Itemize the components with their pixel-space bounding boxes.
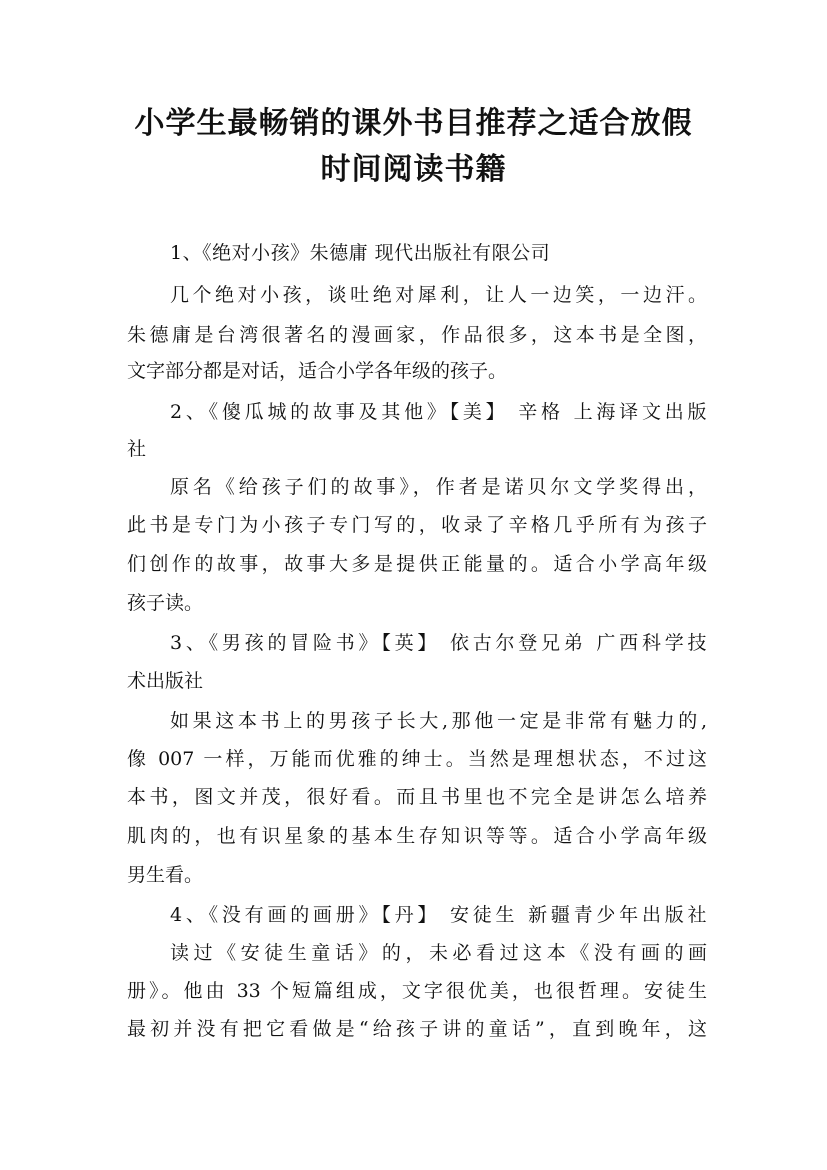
book-2-heading: 2、《傻瓜城的故事及其他》【美】 辛格 上海译文出版 [170, 401, 707, 423]
book-3-description-line: 男生看。 [127, 864, 204, 886]
book-3-description-line: 本书，图文并茂，很好看。而且书里也不完全是讲怎么培养 [127, 786, 707, 808]
book-2-heading-continued: 社 [127, 438, 147, 460]
book-2-description-line: 此书是专门为小孩子专门写的，收录了辛格几乎所有为孩子 [127, 514, 707, 536]
book-4-heading: 4、《没有画的画册》【丹】 安徒生 新疆青少年出版社 [170, 904, 707, 926]
book-3-description-line: 如果这本书上的男孩子长大,那他一定是非常有魅力的, [170, 710, 707, 732]
document-title-line-1: 小学生最畅销的课外书目推荐之适合放假 [134, 106, 693, 141]
document-title-line-2: 时间阅读书籍 [320, 152, 507, 187]
book-1-description-line: 朱德庸是台湾很著名的漫画家，作品很多，这本书是全图， [127, 324, 707, 346]
book-3-heading: 3、《男孩的冒险书》【英】 依古尔登兄弟 广西科学技 [170, 632, 707, 654]
book-1-description-line: 文字部分都是对话，适合小学各年级的孩子。 [127, 360, 508, 382]
book-3-description-line: 像 007 一样，万能而优雅的绅士。当然是理想状态，不过这 [127, 748, 707, 770]
book-1-description-line: 几个绝对小孩，谈吐绝对犀利，让人一边笑，一边汗。 [170, 284, 707, 306]
book-2-description-line: 孩子读。 [127, 592, 204, 614]
book-2-description-line: 原名《给孩子们的故事》，作者是诺贝尔文学奖得出， [170, 476, 707, 498]
book-4-description-line: 读过《安徒生童话》的，未必看过这本《没有画的画 [170, 942, 707, 964]
book-2-description-line: 们创作的故事，故事大多是提供正能量的。适合小学高年级 [127, 553, 707, 575]
book-1-heading: 1、《绝对小孩》朱德庸 现代出版社有限公司 [170, 242, 551, 264]
book-4-description-line: 册》。他由 33 个短篇组成，文字很优美，也很哲理。安徒生 [127, 980, 707, 1002]
book-3-heading-continued: 术出版社 [127, 670, 204, 692]
book-4-description-line: 最初并没有把它看做是“给孩子讲的童话”，直到晚年，这 [127, 1018, 707, 1040]
book-3-description-line: 肌肉的，也有识星象的基本生存知识等等。适合小学高年级 [127, 825, 707, 847]
